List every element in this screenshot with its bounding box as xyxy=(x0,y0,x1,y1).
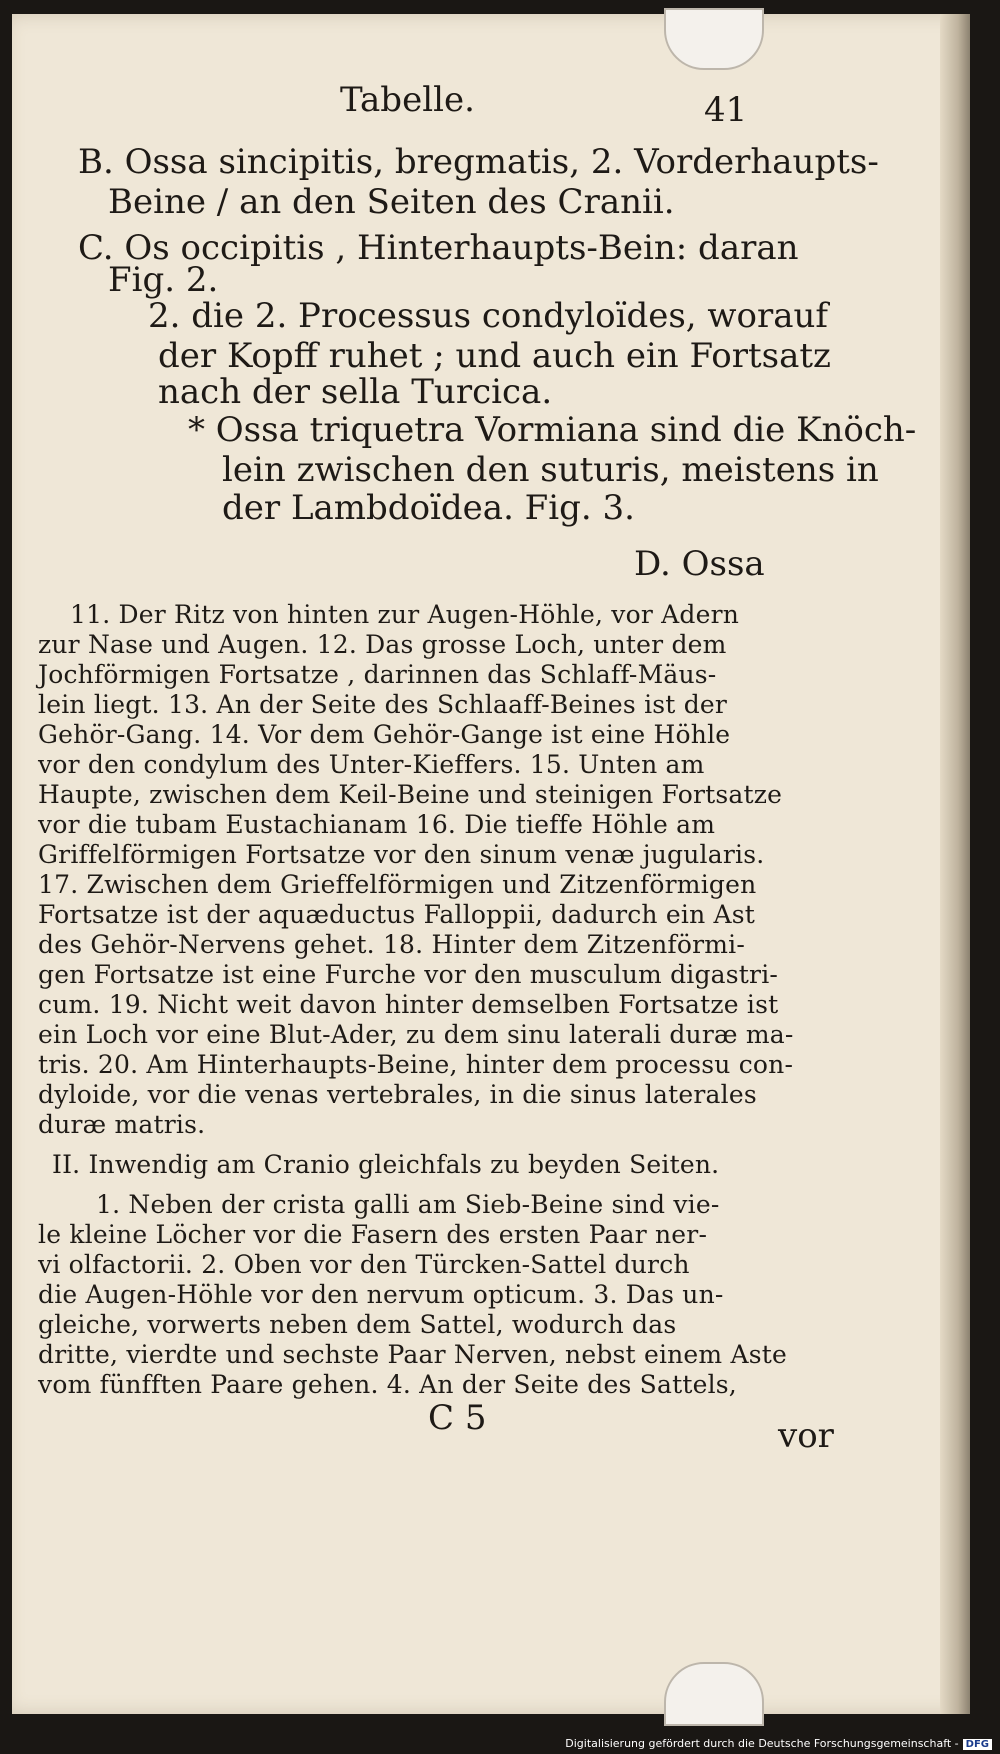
page-gutter xyxy=(940,14,970,1714)
text-line: vor den condylum des Unter-Kieffers. 15. Unten am xyxy=(38,750,705,779)
text-line: Haupte, zwischen dem Keil-Beine und steinigen Fortsatze xyxy=(38,780,783,809)
text-line: vom fünfften Paare gehen. 4. An der Seite des Sattels, xyxy=(38,1370,737,1399)
text-line: cum. 19. Nicht weit davon hinter demselben Fortsatze ist xyxy=(38,990,779,1019)
text-line: Beine / an den Seiten des Cranii. xyxy=(108,182,675,222)
text-line: Fortsatze ist der aquæductus Falloppii, dadurch ein Ast xyxy=(38,900,756,929)
text-line: lein liegt. 13. An der Seite des Schlaaff-Beines ist der xyxy=(38,690,728,719)
text-line: 11. Der Ritz von hinten zur Augen-Höhle, vor Adern xyxy=(70,600,740,629)
text-line: 2. die 2. Processus condyloïdes, worauf xyxy=(148,296,828,336)
text-line: tris. 20. Am Hinterhaupts-Beine, hinter dem processu con- xyxy=(38,1050,794,1079)
page-number: 41 xyxy=(704,90,748,130)
text-line: Jochförmigen Fortsatze , darinnen das Schlaff-Mäus- xyxy=(38,660,717,689)
text-line: B. Ossa sincipitis, bregmatis, 2. Vorderhaupts- xyxy=(78,142,879,182)
text-line: D. Ossa xyxy=(634,544,765,584)
text-line: vor die tubam Eustachianam 16. Die tieffe Höhle am xyxy=(38,810,716,839)
text-line: des Gehör-Nervens gehet. 18. Hinter dem Zitzenförmi- xyxy=(38,930,746,959)
text-line: Fig. 2. xyxy=(108,260,219,300)
catchword: vor xyxy=(778,1416,834,1456)
text-line: gen Fortsatze ist eine Furche vor den musculum digastri- xyxy=(38,960,779,989)
text-line: Gehör-Gang. 14. Vor dem Gehör-Gange ist eine Höhle xyxy=(38,720,731,749)
text-line: die Augen-Höhle vor den nervum opticum. 3. Das un- xyxy=(38,1280,724,1309)
dfg-logo: DFG xyxy=(963,1739,992,1750)
text-line: dritte, vierdte und sechste Paar Nerven, nebst einem Aste xyxy=(38,1340,788,1369)
text-line: dyloide, vor die venas vertebrales, in die sinus laterales xyxy=(38,1080,757,1109)
text-line: der Kopff ruhet ; und auch ein Fortsatz xyxy=(158,336,831,376)
text-line: le kleine Löcher vor die Fasern des ersten Paar ner- xyxy=(38,1220,708,1249)
book-page xyxy=(12,14,970,1714)
page-header-title: Tabelle. xyxy=(340,80,475,120)
text-line: gleiche, vorwerts neben dem Sattel, wodurch das xyxy=(38,1310,677,1339)
signature-mark: C 5 xyxy=(428,1398,487,1438)
text-line: lein zwischen den suturis, meistens in xyxy=(222,450,879,490)
section-heading: II. Inwendig am Cranio gleichfals zu beyden Seiten. xyxy=(52,1150,720,1179)
digitization-notice-text: Digitalisierung gefördert durch die Deutsche Forschungsgemeinschaft - xyxy=(565,1737,959,1750)
page-clip-top xyxy=(664,8,764,70)
text-line: duræ matris. xyxy=(38,1110,206,1139)
text-line: nach der sella Turcica. xyxy=(158,372,553,412)
digitization-notice xyxy=(565,1737,992,1750)
page-clip-bottom xyxy=(664,1662,764,1726)
text-line: zur Nase und Augen. 12. Das grosse Loch, unter dem xyxy=(38,630,727,659)
text-line: vi olfactorii. 2. Oben vor den Türcken-Sattel durch xyxy=(38,1250,690,1279)
text-line: C. Os occipitis , Hinterhaupts-Bein: daran xyxy=(78,228,799,268)
text-line: 1. Neben der crista galli am Sieb-Beine sind vie- xyxy=(96,1190,720,1219)
text-line: ein Loch vor eine Blut-Ader, zu dem sinu laterali duræ ma- xyxy=(38,1020,794,1049)
text-line: der Lambdoïdea. Fig. 3. xyxy=(222,488,635,528)
text-line: Griffelförmigen Fortsatze vor den sinum venæ jugularis. xyxy=(38,840,765,869)
text-line: 17. Zwischen dem Grieffelförmigen und Zitzenförmigen xyxy=(38,870,757,899)
text-line: * Ossa triquetra Vormiana sind die Knöch- xyxy=(188,410,917,450)
